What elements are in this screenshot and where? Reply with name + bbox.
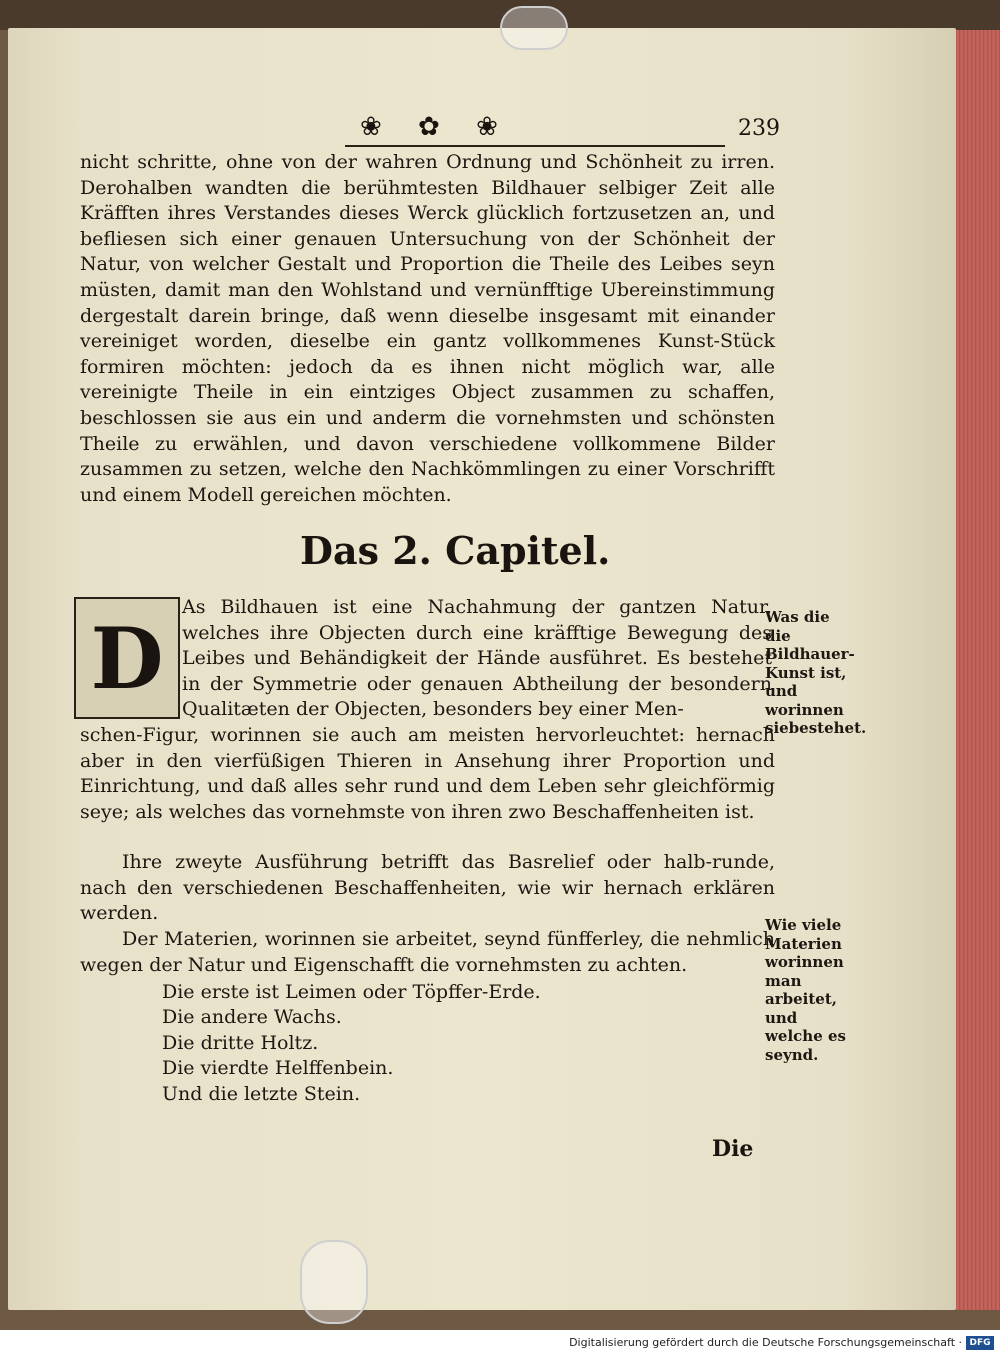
page-clip-top — [500, 6, 568, 50]
paragraph-4: Der Materien, worinnen sie arbeitet, seynd fünfferley, die nehmlich wegen der Natur und Eigenschafft die vornehmsten zu achten. — [80, 928, 775, 976]
paragraph-2-continued: schen-Figur, worinnen sie auch am meisten hervorleuchtet: hernach aber in den vierfüßigen Thieren in Ansehung ihrer Proportion und Einrichtung, und daß alles sehr rund und dem Leben sehr gleichförmig seye; als welches das vornehmste von ihren zwo Beschaffenheiten ist. — [80, 724, 775, 823]
list-item: Und die letzte Stein. — [162, 1083, 361, 1105]
book-edge — [956, 30, 1000, 1310]
catchword: Die — [712, 1136, 754, 1162]
header-rule — [345, 145, 725, 147]
paragraph-1: nicht schritte, ohne von der wahren Ordnung und Schönheit zu irren. Derohalben wandten die berühmtesten Bildhauer selbiger Zeit alle Kräfften ihres Verstandes dieses Werck glücklich fortzusetzen an, und befliesen sich einer genauen Untersuchung von der Schönheit der Natur, von welcher Gestalt und Proportion die Theile des Leibes seyn müsten, damit man den Wohlstand und vernünfftige Ubereinstimmung dergestalt darein bringe, daß wenn dieselbe insgesamt mit einander vereiniget worden, dieselbe ein gantz vollkommenes Kunst-Stück formiren möchten: jedoch da es ihnen nicht möglich war, alle vereinigte Theile in ein eintziges Object zusammen zu schaffen, beschlossen sie aus ein und anderm die vornehmsten und schönsten Theile zu erwählen, und davon verschiedene vollkommene Bilder zusammen zu setzen, welche den Nachkömmlingen zu einer Vorschrifft und einem Modell gereichen möchten. — [80, 151, 775, 506]
list-item: Die dritte Holtz. — [162, 1032, 319, 1054]
footer-credit: Digitalisierung gefördert durch die Deutsche Forschungsgemeinschaft · — [569, 1336, 962, 1349]
page-number: 239 — [738, 116, 780, 141]
margin-note-2: Wie viele Materien worinnen man arbeitet, und welche es seynd. — [765, 916, 846, 1064]
margin-note-1: Was die die Bildhauer-Kunst ist, und worinnen siebestehet. — [765, 608, 867, 737]
drop-cap: D — [74, 597, 180, 719]
footer-bar — [0, 1334, 1000, 1355]
list-item: Die vierdte Helffenbein. — [162, 1057, 394, 1079]
page-clip-bottom — [300, 1240, 368, 1324]
paragraph-2-start: As Bildhauen ist eine Nachahmung der gantzen Natur, welches ihre Objecten durch eine kräfftige Bewegung des Leibes und Behändigkeit der Hände ausführet. Es bestehet in der Symmetrie oder genauen Abtheilung der besondern Qualitæten der Objecten, besonders bey einer Men- — [182, 596, 772, 721]
header-ornament: ❀ ✿ ❀ — [360, 112, 512, 142]
chapter-title: Das 2. Capitel. — [300, 528, 611, 573]
list-item: Die erste ist Leimen oder Töpffer-Erde. — [162, 981, 541, 1003]
paragraph-3: Ihre zweyte Ausführung betrifft das Basrelief oder halb-runde, nach den verschiedenen Beschaffenheiten, wie wir hernach erklären werden. — [80, 851, 775, 925]
dfg-logo-icon: DFG — [966, 1336, 994, 1350]
list-item: Die andere Wachs. — [162, 1006, 342, 1028]
